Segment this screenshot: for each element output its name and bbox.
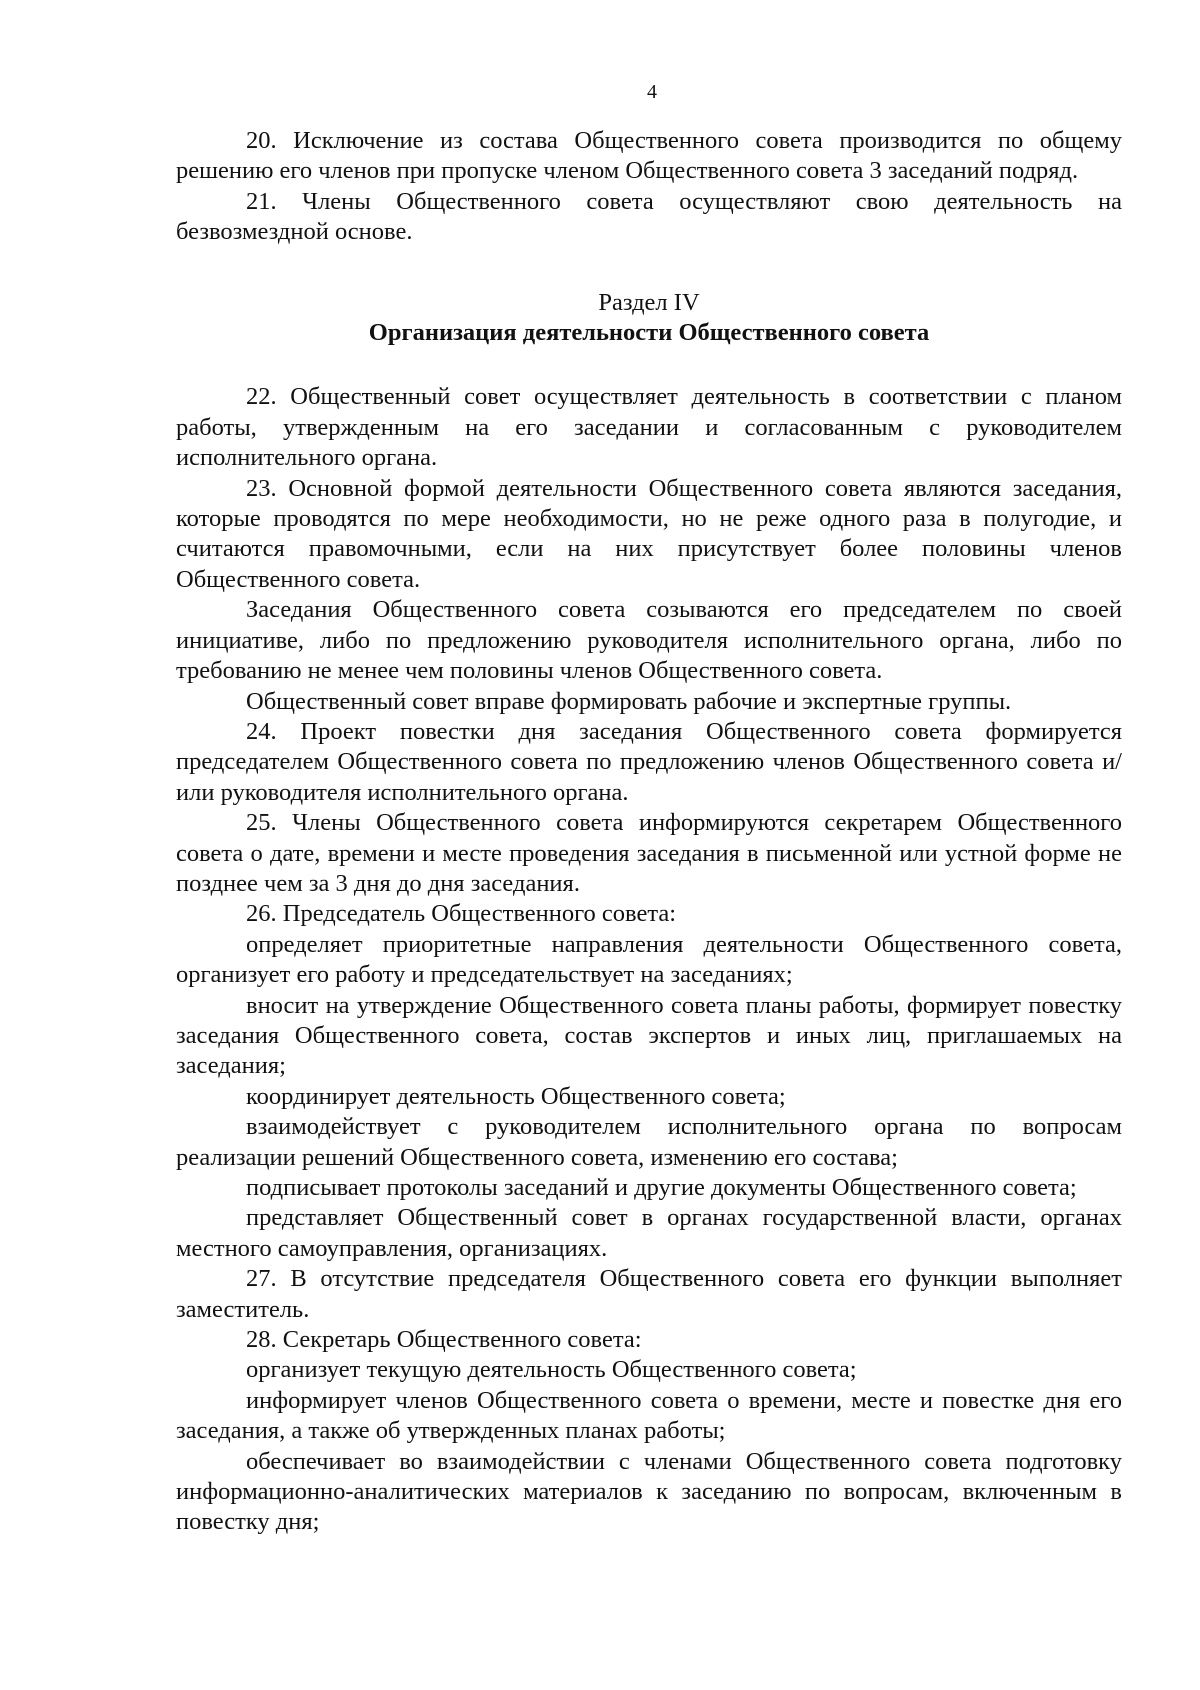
paragraph-23-groups: Общественный совет вправе формировать рабочие и экспертные группы. <box>246 687 1012 715</box>
paragraph-25: 25. Члены Общественного совета информируются секретарем Общественного совета о дате, времени и месте проведения заседания в письменной или устной форме не позднее чем за 3 дня до дня заседания. <box>176 809 1122 897</box>
paragraph-24: 24. Проект повестки дня заседания Общественного совета формируется председателем Общественного совета по предложению членов Общественного совета и/или руководителя исполнительного органа. <box>176 717 1122 806</box>
paragraph-23: 23. Основной формой деятельности Общественного совета являются заседания, которые проводятся по мере необходимости, но не реже одного раза в полугодие, и считаются правомочными, если на них присутствует более половины членов Общественного совета. <box>176 474 1122 593</box>
section-label: Раздел IV <box>598 288 700 316</box>
chairman-duty-agenda: вносит на утверждение Общественного совета планы работы, формирует повестку заседания Общественного совета, состав экспертов и иных лиц, приглашаемых на заседания; <box>176 991 1122 1080</box>
secretary-duty-organizes: организует текущую деятельность Общественного совета; <box>246 1356 857 1384</box>
paragraph-28: 28. Секретарь Общественного совета: <box>246 1326 642 1354</box>
document-body <box>176 126 1122 1538</box>
chairman-duty-interacts: взаимодействует с руководителем исполнительного органа по вопросам реализации решений Общественного совета, изменению его состава; <box>176 1113 1122 1171</box>
paragraph-23-convening: Заседания Общественного совета созываются его председателем по своей инициативе, либо по предложению руководителя исполнительного органа, либо по требованию не менее чем половины членов Общественного совета. <box>176 596 1122 685</box>
chairman-duty-signs: подписывает протоколы заседаний и другие документы Общественного совета; <box>246 1174 1077 1201</box>
section-title: Организация деятельности Общественного совета <box>368 319 930 347</box>
paragraph-27: 27. В отсутствие председателя Общественного совета его функции выполняет заместитель. <box>176 1265 1122 1323</box>
section-heading <box>176 288 1122 349</box>
paragraph-20: 20. Исключение из состава Общественного совета производится по общему решению его членов при пропуске членом Общественного совета 3 заседаний подряд. <box>176 127 1122 185</box>
paragraph-26: 26. Председатель Общественного совета: <box>246 900 677 928</box>
secretary-duty-informs: информирует членов Общественного совета о времени, месте и повестке дня его заседания, а также об утвержденных планах работы; <box>176 1386 1122 1445</box>
chairman-duty-represents: представляет Общественный совет в органах государственной власти, органах местного самоуправления, организациях. <box>176 1204 1122 1262</box>
page-number: 4 <box>647 81 657 103</box>
secretary-duty-prepares: обеспечивает во взаимодействии с членами Общественного совета подготовку информационно-аналитических материалов к заседанию по вопросам, включенным в повестку дня; <box>176 1447 1122 1536</box>
chairman-duty-coordinates: координирует деятельность Общественного совета; <box>246 1082 786 1110</box>
paragraph-21: 21. Члены Общественного совета осуществляют свою деятельность на безвозмездной основе. <box>176 187 1122 246</box>
paragraph-22: 22. Общественный совет осуществляет деятельность в соответствии с планом работы, утвержденным на его заседании и согласованным с руководителем исполнительного органа. <box>176 383 1122 472</box>
chairman-duty-priorities: определяет приоритетные направления деятельности Общественного совета, организует его работу и председательствует на заседаниях; <box>176 930 1122 989</box>
